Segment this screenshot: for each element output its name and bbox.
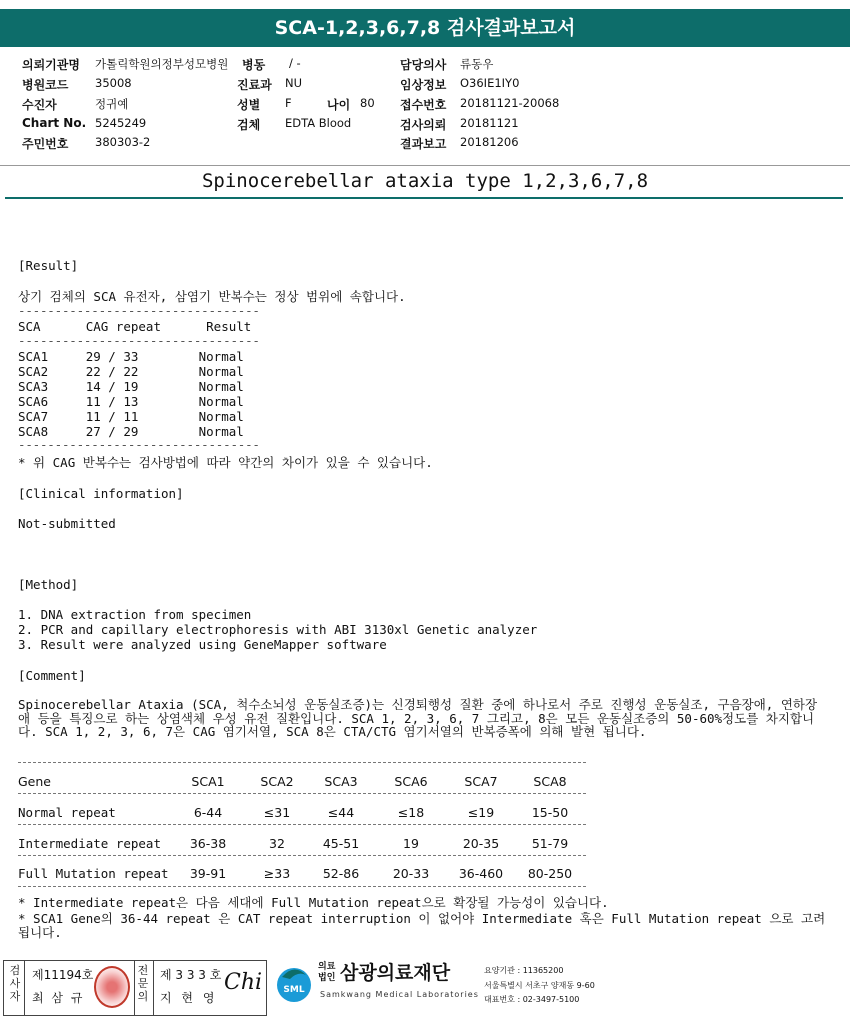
gene-cell: 36-460 [458,866,504,881]
receipt-no-label: 접수번호 [400,98,447,112]
gene-cell: 20-33 [392,866,430,881]
gene-header: Gene [18,774,51,789]
gene-row-label: Intermediate repeat [18,836,161,851]
gene-header: SCA1 [191,774,225,789]
logo-text: SML [283,985,305,995]
org-address: 서울특별시 서초구 양재동 9-60 [484,981,595,990]
table-divider [18,762,586,763]
dept-value: NU [285,76,303,90]
gene-cell: 20-35 [462,836,500,851]
gene-note: * SCA1 Gene의 36-44 repeat 은 CAT repeat interruption 이 없어야 Intermediate 혹은 Full Mutation repeat 으로 고려됩니다. [18,911,826,940]
specimen-label: 검체 [237,118,261,132]
gene-cell: ≥33 [263,866,291,881]
footer-divider [153,960,154,1016]
gene-cell: 39-91 [189,866,227,881]
report-title: SCA-1,2,3,6,7,8 검사결과보고서 [0,9,850,47]
gene-header: SCA8 [533,774,567,789]
table-divider [18,855,586,856]
sex-label: 성별 [237,98,261,112]
gene-cell: 15-50 [531,805,569,820]
result-separator: --------------------------------- [18,303,260,318]
org-phone: 대표번호 : 02-3497-5100 [484,995,580,1004]
result-separator: --------------------------------- [18,333,260,348]
examiner-name: 최 삼 규 [32,991,85,1005]
subtitle-underline [5,197,843,199]
gene-cell: ≤18 [397,805,425,820]
physician-label: 담당의사 [400,58,447,72]
gene-cell: 45-51 [322,836,360,851]
gene-cell: 80-250 [527,866,573,881]
gene-cell: 36-38 [189,836,227,851]
footer-divider [24,960,25,1016]
clinical-text: Not-submitted [18,516,116,531]
specialist-license: 제 3 3 3 호 [160,968,222,982]
clinical-heading: [Clinical information] [18,486,184,501]
sml-logo-icon [272,961,316,1005]
gene-cell: 51-79 [531,836,569,851]
examiner-seal [94,966,130,1008]
gene-cell: 52-86 [322,866,360,881]
result-summary: 상기 검체의 SCA 유전자, 삼염기 반복수는 정상 범위에 속합니다. [18,289,406,304]
examiner-license: 제11194호 [32,968,94,982]
result-separator: --------------------------------- [18,437,260,452]
gene-note: * Intermediate repeat은 다음 세대에 Full Mutation repeat으로 확장될 가능성이 있습니다. [18,895,609,910]
result-row: SCA6 11 / 13 Normal [18,394,244,409]
chart-no-value: 5245249 [95,116,147,130]
header-divider [0,165,850,166]
method-item: 1. DNA extraction from specimen [18,607,252,622]
result-note: * 위 CAG 반복수는 검사방법에 따라 약간의 차이가 있을 수 있습니다. [18,455,433,470]
gene-header: SCA2 [260,774,294,789]
result-row: SCA7 11 / 11 Normal [18,409,244,424]
examiner-vertical-label: 검사자 [9,964,21,1003]
age-value: 80 [360,96,375,110]
gene-cell: ≤44 [327,805,355,820]
result-col-header: SCA CAG repeat Result [18,319,252,334]
chart-no-label: Chart No. [22,116,87,130]
clinical-info-value: O36IE1IY0 [460,76,520,90]
result-row: SCA2 22 / 22 Normal [18,364,244,379]
org-name: 삼광의료재단 [340,962,451,984]
age-label: 나이 [327,98,351,112]
org-prefix: 의료법인 [318,962,336,983]
specialist-signature: Chi [224,970,263,995]
gene-cell: ≤19 [467,805,495,820]
method-heading: [Method] [18,577,79,592]
id-no-value: 380303-2 [95,135,151,149]
gene-header: SCA3 [324,774,358,789]
table-divider [18,824,586,825]
result-heading: [Result] [18,258,79,273]
gene-cell: 32 [269,836,285,851]
collector-value: 정귀예 [95,97,129,111]
hospital-code-label: 병원코드 [22,78,69,92]
result-row: SCA3 14 / 19 Normal [18,379,244,394]
report-date-label: 결과보고 [400,137,447,151]
gene-cell: ≤31 [263,805,291,820]
table-divider [18,886,586,887]
result-row: SCA1 29 / 33 Normal [18,349,244,364]
gene-cell: 6-44 [193,805,223,820]
footer-divider [134,960,135,1016]
specialist-name: 지 현 영 [160,991,218,1005]
receipt-no-value: 20181121-20068 [460,96,560,110]
hospital-code-value: 35008 [95,76,132,90]
table-divider [18,793,586,794]
report-date-value: 20181206 [460,135,519,149]
gene-cell: 19 [403,836,419,851]
request-date-value: 20181121 [460,116,519,130]
method-item: 3. Result were analyzed using GeneMapper software [18,637,387,652]
gene-row-label: Full Mutation repeat [18,866,169,881]
gene-header: SCA6 [394,774,428,789]
institution-label: 의뢰기관명 [22,58,80,72]
comment-heading: [Comment] [18,668,86,683]
specimen-value: EDTA Blood [285,116,352,130]
physician-value: 류동우 [460,57,494,71]
gene-row-label: Normal repeat [18,805,116,820]
org-code: 요양기관 : 11365200 [484,966,564,975]
test-subtitle: Spinocerebellar ataxia type 1,2,3,6,7,8 [201,170,649,192]
specialist-vertical-label: 전문의 [137,964,149,1003]
institution-value: 가톨릭학원의정부성모병원 [95,57,229,71]
id-no-label: 주민번호 [22,137,69,151]
dept-label: 진료과 [237,78,272,92]
comment-paragraph: Spinocerebellar Ataxia (SCA, 척수소뇌성 운동실조증)는 신경퇴행성 질환 중에 하나로서 주로 진행성 운동실조, 구음장애, 연하장애 등을 특징으로 하는 상염색체 우성 유전 질환입니다. SCA 1, 2, 3, 6, 7 그리고, 8은 모든 운동실조증의 50-60%정도를 차지합니다. SCA 1, 2, 3, 6, 7은 CAG 염기서열, SCA 8은 CTA/CTG 염기서열의 반복증폭에 의해 발현 됩니다. [18,697,818,739]
ward-value: / - [289,56,301,70]
clinical-info-label: 임상정보 [400,78,447,92]
result-row: SCA8 27 / 29 Normal [18,424,244,439]
sex-value: F [285,96,292,110]
ward-label: 병동 [242,58,266,72]
method-item: 2. PCR and capillary electrophoresis with ABI 3130xl Genetic analyzer [18,622,538,637]
org-english: Samkwang Medical Laboratories [320,990,479,999]
collector-label: 수진자 [22,98,57,112]
gene-header: SCA7 [464,774,498,789]
request-date-label: 검사의뢰 [400,118,447,132]
